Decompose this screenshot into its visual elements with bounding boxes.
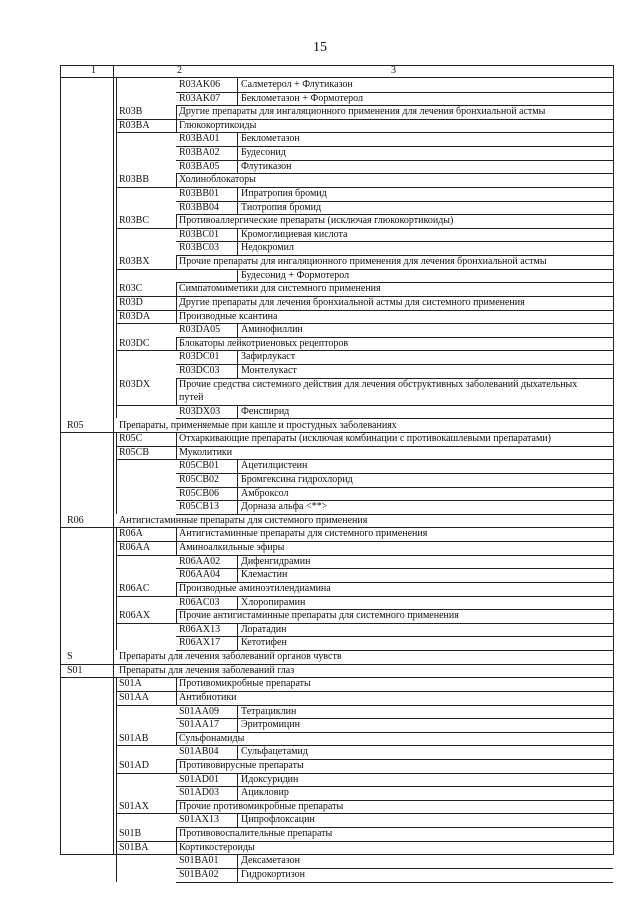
atc-code: S01AD bbox=[119, 760, 150, 771]
drug-name: Симпатомиметики для системного применения bbox=[179, 283, 381, 295]
cell-divider bbox=[176, 582, 177, 596]
cell-divider bbox=[237, 868, 238, 882]
atc-code: R03DA05 bbox=[179, 324, 221, 336]
table-row bbox=[61, 228, 613, 242]
drug-classification-table bbox=[60, 65, 614, 880]
table-row bbox=[61, 146, 613, 160]
cell-divider bbox=[237, 745, 238, 759]
table-row bbox=[61, 677, 613, 691]
cell-divider bbox=[176, 841, 177, 855]
cell-divider bbox=[116, 132, 117, 146]
drug-name: Монтелукаст bbox=[241, 365, 297, 377]
cell-divider bbox=[116, 364, 117, 378]
atc-code: S01A bbox=[119, 678, 142, 690]
table-row bbox=[61, 459, 613, 473]
cell-divider bbox=[176, 527, 177, 541]
cell-divider bbox=[176, 119, 177, 133]
table-row bbox=[61, 609, 613, 623]
cell-divider bbox=[237, 813, 238, 827]
atc-code: S01AA09 bbox=[179, 705, 220, 717]
atc-code: R06AA bbox=[119, 542, 151, 554]
cell-divider bbox=[176, 759, 177, 773]
cell-divider bbox=[116, 187, 117, 201]
row-rule bbox=[176, 882, 613, 883]
atc-code: R06AC03 bbox=[179, 596, 220, 608]
drug-name: Кетотифен bbox=[241, 637, 287, 649]
drug-name: Блокаторы лейкотриеновых рецепторов bbox=[179, 337, 349, 349]
table-row bbox=[61, 78, 613, 92]
section-code: R06 bbox=[67, 514, 84, 526]
cell-divider bbox=[237, 269, 238, 283]
cell-divider bbox=[116, 568, 117, 582]
table-row bbox=[61, 786, 613, 800]
drug-name: Препараты, применяемые при кашле и простудных заболеваниях bbox=[119, 419, 397, 431]
cell-divider bbox=[116, 405, 117, 419]
cell-divider bbox=[116, 473, 117, 487]
drug-name: Зафирлукаст bbox=[241, 351, 296, 363]
cell-divider bbox=[237, 228, 238, 242]
drug-name: Гидрокортизон bbox=[241, 868, 306, 880]
drug-name: Сульфацетамид bbox=[241, 746, 308, 758]
table-row bbox=[61, 514, 613, 528]
table-row bbox=[61, 187, 613, 201]
drug-name: Муколитики bbox=[179, 446, 233, 458]
drug-name: Холиноблокаторы bbox=[179, 174, 256, 186]
table-row bbox=[61, 745, 613, 759]
table-row bbox=[61, 173, 613, 187]
table-row bbox=[61, 160, 613, 174]
atc-code: S01AB bbox=[119, 732, 149, 744]
drug-name: Тетрациклин bbox=[241, 705, 297, 717]
drug-name: Препараты для лечения заболеваний органов чувств bbox=[119, 651, 342, 663]
table-row bbox=[61, 473, 613, 487]
cell-divider bbox=[116, 432, 117, 446]
atc-code: R03C bbox=[119, 283, 143, 295]
cell-divider bbox=[116, 241, 117, 255]
drug-name: Недокромил bbox=[241, 242, 294, 254]
cell-divider bbox=[237, 773, 238, 787]
atc-code: R05CB06 bbox=[179, 487, 220, 499]
drug-name: Будесонид bbox=[241, 147, 286, 159]
drug-name: Дорназа альфа <**> bbox=[241, 501, 328, 513]
cell-divider bbox=[116, 310, 117, 324]
drug-name: Другие препараты для лечения бронхиальной астмы для системного применения bbox=[179, 296, 525, 308]
cell-divider bbox=[116, 78, 117, 92]
atc-code: R05CB bbox=[119, 446, 150, 458]
cell-divider bbox=[176, 255, 177, 269]
cell-divider bbox=[116, 92, 117, 106]
cell-divider bbox=[237, 568, 238, 582]
drug-name: Фенспирид bbox=[241, 405, 290, 417]
table-row bbox=[61, 323, 613, 337]
cell-divider bbox=[237, 201, 238, 215]
table-row bbox=[61, 92, 613, 106]
cell-divider bbox=[237, 241, 238, 255]
drug-name: Флутиказон bbox=[241, 160, 292, 172]
atc-code: R03BB bbox=[119, 174, 150, 186]
cell-divider bbox=[116, 323, 117, 337]
cell-divider bbox=[116, 201, 117, 215]
cell-divider bbox=[176, 446, 177, 460]
cell-divider bbox=[116, 269, 117, 283]
drug-name: Производные ксантина bbox=[179, 310, 278, 322]
atc-code: R05CB01 bbox=[179, 460, 220, 472]
cell-divider bbox=[116, 813, 117, 827]
drug-name: Отхаркивающие препараты (исключая комбинации с противокашлевыми препаратами) bbox=[179, 433, 551, 445]
atc-code: R06AX17 bbox=[179, 637, 221, 649]
cell-divider bbox=[116, 705, 117, 719]
cell-divider bbox=[116, 773, 117, 787]
cell-divider bbox=[116, 541, 117, 555]
cell-divider bbox=[116, 296, 117, 310]
atc-code: S01BA bbox=[119, 841, 149, 853]
drug-name: Сульфонамиды bbox=[179, 732, 245, 744]
cell-divider bbox=[237, 718, 238, 732]
drug-name: Беклометазон + Формотерол bbox=[241, 92, 364, 104]
drug-name: Препараты для лечения заболеваний глаз bbox=[119, 664, 295, 676]
atc-code: R03BC bbox=[119, 215, 150, 227]
section-code: R05 bbox=[67, 419, 84, 431]
cell-divider bbox=[116, 609, 117, 623]
cell-divider bbox=[176, 173, 177, 187]
cell-divider bbox=[116, 582, 117, 596]
table-row bbox=[61, 214, 613, 228]
atc-code: R03AK07 bbox=[179, 92, 221, 104]
atc-code: S01AA17 bbox=[179, 719, 220, 731]
atc-code: R03DA bbox=[119, 310, 151, 322]
table-row bbox=[61, 555, 613, 569]
cell-divider bbox=[237, 854, 238, 868]
drug-name: Дексаметазон bbox=[241, 855, 300, 867]
cell-divider bbox=[116, 105, 117, 119]
table-row bbox=[61, 759, 613, 773]
table-row bbox=[61, 201, 613, 215]
atc-code: R05CB02 bbox=[179, 473, 220, 485]
cell-divider bbox=[116, 228, 117, 242]
cell-divider bbox=[116, 500, 117, 514]
cell-divider bbox=[116, 759, 117, 773]
table-row bbox=[61, 705, 613, 719]
cell-divider bbox=[237, 364, 238, 378]
table-row bbox=[61, 105, 613, 119]
cell-divider bbox=[176, 296, 177, 310]
table-row bbox=[61, 241, 613, 255]
drug-name: Дифенгидрамин bbox=[241, 555, 311, 567]
cell-divider bbox=[116, 146, 117, 160]
table-row bbox=[61, 132, 613, 146]
atc-code: R03B bbox=[119, 106, 143, 118]
cell-divider bbox=[116, 173, 117, 187]
drug-name: Ципрофлоксацин bbox=[241, 814, 315, 826]
atc-code: S01BA01 bbox=[179, 855, 219, 867]
atc-code: S01AB04 bbox=[179, 746, 219, 758]
cell-divider bbox=[237, 146, 238, 160]
cell-divider bbox=[116, 459, 117, 473]
cell-divider bbox=[116, 527, 117, 541]
drug-name: Эритромицин bbox=[241, 719, 300, 731]
atc-code: R03BA05 bbox=[179, 160, 220, 172]
cell-divider bbox=[237, 405, 238, 419]
cell-divider bbox=[237, 350, 238, 364]
cell-divider bbox=[176, 282, 177, 296]
cell-divider bbox=[176, 432, 177, 446]
atc-code: R03BB04 bbox=[179, 201, 220, 213]
cell-divider bbox=[176, 609, 177, 623]
atc-code: R03DX bbox=[119, 378, 151, 390]
cell-divider bbox=[237, 500, 238, 514]
drug-name: Беклометазон bbox=[241, 133, 300, 145]
drug-name: Другие препараты для ингаляционного применения для лечения бронхиальной астмы bbox=[179, 106, 546, 118]
cell-divider bbox=[237, 705, 238, 719]
cell-divider bbox=[176, 310, 177, 324]
table-row bbox=[61, 255, 613, 269]
table-row bbox=[61, 432, 613, 446]
atc-code: R06AX13 bbox=[179, 623, 221, 635]
table-row bbox=[61, 541, 613, 555]
drug-name: Ипратропия бромид bbox=[241, 187, 327, 199]
cell-divider bbox=[116, 160, 117, 174]
atc-code: S01AA bbox=[119, 691, 150, 703]
table-row bbox=[61, 487, 613, 501]
table-row bbox=[61, 568, 613, 582]
drug-name: Хлоропирамин bbox=[241, 596, 306, 608]
atc-code: R06AX bbox=[119, 610, 151, 622]
cell-divider bbox=[116, 786, 117, 800]
drug-name: Антибиотики bbox=[179, 691, 237, 703]
cell-divider bbox=[237, 132, 238, 146]
table-row bbox=[61, 119, 613, 133]
table-row bbox=[61, 296, 613, 310]
cell-divider bbox=[116, 677, 117, 691]
cell-divider bbox=[116, 282, 117, 296]
table-row bbox=[61, 350, 613, 364]
cell-divider bbox=[116, 350, 117, 364]
atc-code: R03BX bbox=[119, 256, 150, 268]
table-row bbox=[61, 337, 613, 351]
table-row bbox=[61, 500, 613, 514]
drug-name: Амброксол bbox=[241, 487, 289, 499]
cell-divider bbox=[116, 623, 117, 637]
atc-code: S01AD01 bbox=[179, 773, 220, 785]
table-row bbox=[61, 378, 613, 405]
atc-code: R03BC03 bbox=[179, 242, 220, 254]
cell-divider bbox=[176, 337, 177, 351]
cell-divider bbox=[176, 691, 177, 705]
cell-divider bbox=[237, 596, 238, 610]
atc-code: S01AD03 bbox=[179, 787, 220, 799]
table-row bbox=[61, 364, 613, 378]
table-row bbox=[61, 691, 613, 705]
table-row bbox=[61, 800, 613, 814]
atc-code: R03DC01 bbox=[179, 351, 220, 363]
cell-divider bbox=[116, 214, 117, 228]
drug-name: Глюкокортикоиды bbox=[179, 119, 257, 131]
cell-divider bbox=[116, 255, 117, 269]
cell-divider bbox=[116, 854, 117, 868]
atc-code: R06AA02 bbox=[179, 555, 221, 567]
header-col-1: 1 bbox=[91, 65, 96, 76]
cell-divider bbox=[237, 323, 238, 337]
drug-name: Лоратадин bbox=[241, 623, 287, 635]
table-row bbox=[61, 854, 613, 868]
drug-name: Производные аминоэтилендиамина bbox=[179, 582, 331, 594]
cell-divider bbox=[176, 800, 177, 814]
header-col-3: 3 bbox=[391, 65, 396, 76]
section-code: S01 bbox=[67, 664, 83, 676]
table-row bbox=[61, 664, 613, 678]
table-row bbox=[61, 636, 613, 650]
drug-name: Кромоглициевая кислота bbox=[241, 228, 348, 240]
table-row bbox=[61, 813, 613, 827]
atc-code: R06A bbox=[119, 528, 143, 540]
cell-divider bbox=[237, 786, 238, 800]
cell-divider bbox=[116, 636, 117, 650]
table-row bbox=[61, 269, 613, 283]
cell-divider bbox=[116, 718, 117, 732]
cell-divider bbox=[237, 636, 238, 650]
table-row bbox=[61, 623, 613, 637]
cell-divider bbox=[237, 187, 238, 201]
cell-divider bbox=[116, 446, 117, 460]
cell-divider bbox=[116, 841, 117, 855]
cell-divider bbox=[237, 459, 238, 473]
atc-code: R05C bbox=[119, 433, 143, 445]
table-row bbox=[61, 582, 613, 596]
drug-name: Прочие препараты для ингаляционного применения для лечения бронхиальной астмы bbox=[179, 256, 547, 268]
atc-code: R03DC bbox=[119, 337, 150, 349]
drug-name: Аминоалкильные эфиры bbox=[179, 542, 285, 554]
atc-code: S01AX bbox=[119, 800, 150, 812]
table-row bbox=[61, 419, 613, 433]
atc-code: R03BB01 bbox=[179, 187, 220, 199]
cell-divider bbox=[176, 105, 177, 119]
atc-code: S01B bbox=[119, 828, 142, 840]
cell-divider bbox=[116, 596, 117, 610]
atc-code: R03D bbox=[119, 296, 143, 308]
cell-divider bbox=[237, 555, 238, 569]
table-row bbox=[61, 405, 613, 419]
cell-divider bbox=[176, 541, 177, 555]
drug-name: Аминофиллин bbox=[241, 324, 303, 336]
drug-name: Противомикробные препараты bbox=[179, 678, 311, 690]
cell-divider bbox=[116, 555, 117, 569]
atc-code: R06AC bbox=[119, 582, 150, 594]
cell-divider bbox=[116, 378, 117, 405]
atc-code: R03DC03 bbox=[179, 365, 220, 377]
drug-name: Прочие средства системного действия для лечения обструктивных заболеваний дыхательных bbox=[179, 378, 578, 390]
atc-code: R03BA02 bbox=[179, 147, 220, 159]
table-row bbox=[61, 827, 613, 841]
drug-name: Противовирусные препараты bbox=[179, 760, 304, 771]
cell-divider bbox=[116, 119, 117, 133]
table-row bbox=[61, 310, 613, 324]
cell-divider bbox=[176, 732, 177, 746]
drug-name: Антигистаминные препараты для системного применения bbox=[119, 514, 368, 526]
cell-divider bbox=[176, 378, 177, 405]
drug-name: Противовоспалительные препараты bbox=[179, 828, 333, 840]
cell-divider bbox=[237, 78, 238, 92]
cell-divider bbox=[237, 623, 238, 637]
drug-name: Прочие противомикробные препараты bbox=[179, 800, 344, 812]
table-row bbox=[61, 868, 613, 882]
drug-name: Кортикостероиды bbox=[179, 841, 255, 853]
cell-divider bbox=[116, 691, 117, 705]
table-row bbox=[61, 650, 613, 664]
atc-code: S01AX13 bbox=[179, 814, 220, 826]
cell-divider bbox=[176, 214, 177, 228]
atc-code: R03DX03 bbox=[179, 405, 221, 417]
cell-divider bbox=[176, 827, 177, 841]
drug-name: Прочие антигистаминные препараты для системного применения bbox=[179, 610, 459, 622]
atc-code: R05CB13 bbox=[179, 501, 220, 513]
cell-divider bbox=[237, 473, 238, 487]
page-number: 15 bbox=[313, 40, 327, 55]
cell-divider bbox=[116, 337, 117, 351]
cell-divider bbox=[116, 732, 117, 746]
cell-divider bbox=[116, 827, 117, 841]
table-row bbox=[61, 841, 613, 855]
table-row bbox=[61, 282, 613, 296]
atc-code: R06AA04 bbox=[179, 569, 221, 581]
table-row bbox=[61, 527, 613, 541]
drug-name: Ацикловир bbox=[241, 787, 289, 799]
table-row bbox=[61, 718, 613, 732]
drug-name: Антигистаминные препараты для системного применения bbox=[179, 528, 428, 540]
cell-divider bbox=[176, 677, 177, 691]
drug-name-continued: путей bbox=[179, 392, 204, 404]
table-row bbox=[61, 732, 613, 746]
cell-divider bbox=[116, 745, 117, 759]
section-code: S bbox=[67, 651, 73, 663]
drug-name: Клемастин bbox=[241, 569, 288, 581]
drug-name: Противоаллергические препараты (исключая глюкокортикоиды) bbox=[179, 215, 454, 227]
drug-name: Будесонид + Формотерол bbox=[241, 269, 350, 281]
drug-name: Тиотропия бромид bbox=[241, 201, 322, 213]
drug-name: Идоксуридин bbox=[241, 773, 299, 785]
drug-name: Ацетилцистеин bbox=[241, 460, 308, 472]
cell-divider bbox=[116, 487, 117, 501]
cell-divider bbox=[237, 487, 238, 501]
atc-code: R03BC01 bbox=[179, 228, 220, 240]
header-col-2: 2 bbox=[177, 65, 182, 76]
table-row bbox=[61, 596, 613, 610]
cell-divider bbox=[116, 868, 117, 882]
drug-name: Бромгексина гидрохлорид bbox=[241, 473, 353, 485]
atc-code: R03BA bbox=[119, 119, 150, 131]
drug-name: Салметерол + Флутиказон bbox=[241, 79, 353, 90]
atc-code: S01BA02 bbox=[179, 868, 219, 880]
cell-divider bbox=[237, 92, 238, 106]
cell-divider bbox=[116, 800, 117, 814]
atc-code: R03BA01 bbox=[179, 133, 220, 145]
table-row bbox=[61, 446, 613, 460]
cell-divider bbox=[237, 160, 238, 174]
table-row bbox=[61, 773, 613, 787]
atc-code: R03AK06 bbox=[179, 79, 221, 90]
